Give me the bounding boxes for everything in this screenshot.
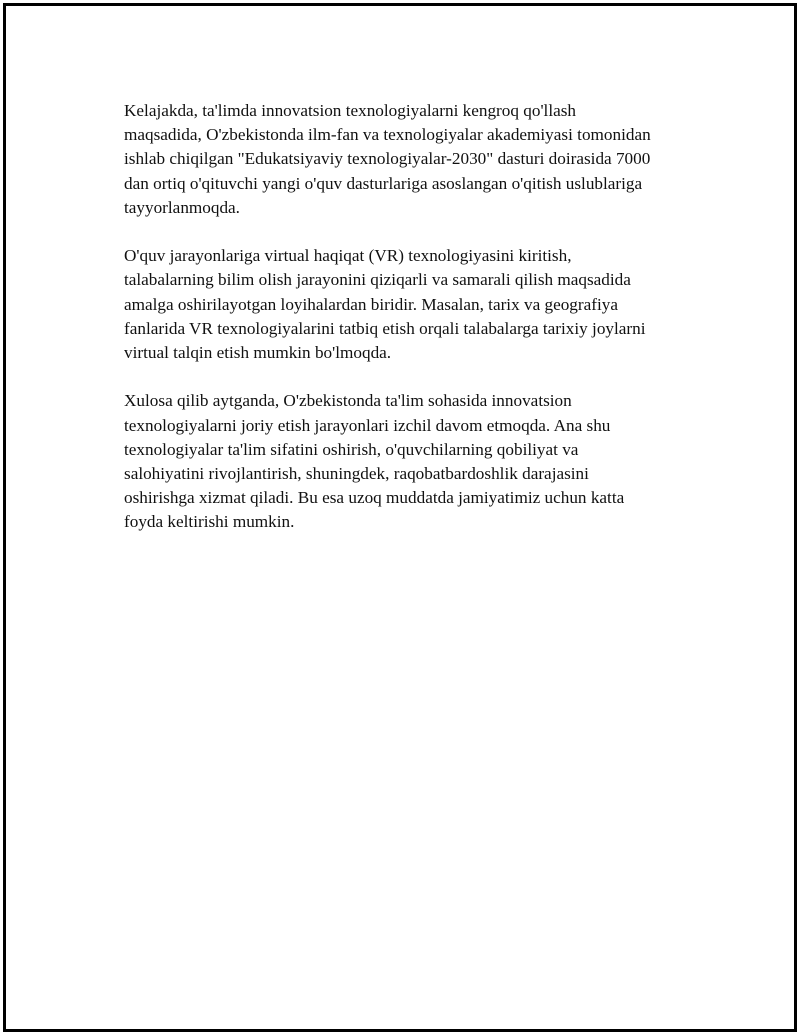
document-body [124, 99, 704, 559]
page-frame [3, 3, 797, 1032]
paragraph-3: Xulosa qilib aytganda, O'zbekistonda ta'lim sohasida innovatsion texnologiyalarni joriy etish jarayonlari izchil davom etmoqda. Ana shu texnologiyalar ta'lim sifatini oshirish, o'quvchilarning qobiliyat va salohiyatini rivojlantirish, shuningdek, raqobatbardoshlik darajasini oshirishga xizmat qiladi. Bu esa uzoq muddatda jamiyatimiz uchun katta foyda keltirishi mumkin. [124, 391, 625, 532]
paragraph-1: Kelajakda, ta'limda innovatsion texnologiyalarni kengroq qo'llash maqsadida, O'zbekistonda ilm-fan va texnologiyalar akademiyasi tomonidan ishlab chiqilgan "Edukatsiyaviy texnologiyalar-2030" dasturi doirasida 7000 dan ortiq o'qituvchi yangi o'quv dasturlariga asoslangan o'qitish uslublariga tayyorlanmoqda. [124, 101, 651, 217]
paragraph-2: O'quv jarayonlariga virtual haqiqat (VR) texnologiyasini kiritish, talabalarning bilim olish jarayonini qiziqarli va samarali qilish maqsadida amalga oshirilayotgan loyihalardan biridir. Masalan, tarix va geografiya fanlarida VR texnologiyalarini tatbiq etish orqali talabalarga tarixiy joylarni virtual talqin etish mumkin bo'lmoqda. [124, 246, 646, 363]
